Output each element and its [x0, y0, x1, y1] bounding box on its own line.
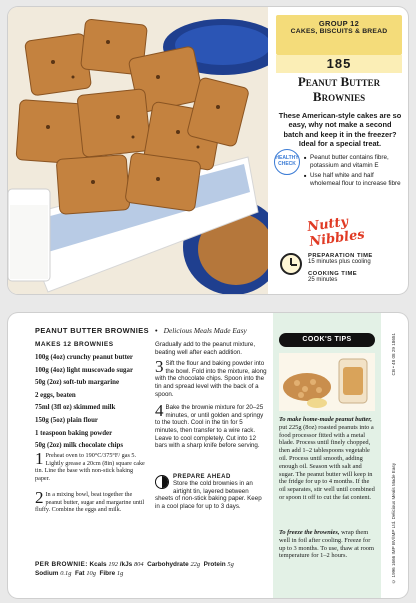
health-points — [304, 154, 404, 190]
health-point: ■ Peanut butter contains fibre, potassium and vitamin E — [304, 154, 404, 169]
cooks-tips-heading: COOK'S TIPS — [279, 333, 375, 347]
card-number: 185 — [276, 55, 402, 73]
prepare-ahead — [155, 474, 267, 510]
step-number: 4 — [155, 401, 164, 421]
ingredient-item: 1 teaspoon baking powder — [35, 429, 113, 437]
nutrient: Fat 10g — [74, 570, 96, 577]
tip-lead: To freeze the brownies, — [279, 529, 340, 536]
cook-value: 25 minutes — [308, 277, 338, 283]
health-point: ■ Use half white and half wholemeal flour to increase fibre — [304, 172, 404, 187]
nutrient: Protein 5g — [203, 561, 234, 568]
tip-lead: To make home-made peanut butter, — [279, 416, 372, 423]
recipe-title: Peanut Butter Brownies — [297, 74, 381, 104]
cook-label: COOKING TIME — [308, 271, 358, 277]
step-number: 2 — [35, 488, 44, 507]
back-header — [35, 326, 247, 335]
brownies-photo — [8, 7, 268, 294]
ingredient-item: 100g (4oz) crunchy peanut butter — [35, 354, 133, 361]
method-step — [35, 488, 149, 514]
step-text: In a mixing bowl, beat together the peanut butter, sugar and margarine until fluffy. Combine the eggs and milk. — [35, 491, 145, 514]
cooking-time — [308, 271, 404, 284]
ingredient-item: 50g (2oz) soft-tub margarine — [35, 379, 120, 387]
nutrition-label: PER BROWNIE: — [35, 561, 88, 568]
tip-peanut-butter — [279, 416, 376, 502]
step-text: Preheat oven to 190°C/375°F/ gas 5. Lightly grease a 20cm (8in) square cake tin. Line the base with non-stick baking paper. — [35, 452, 145, 482]
healthy-check-badge: HEALTHY CHECK — [274, 149, 300, 175]
front-info-panel — [270, 7, 408, 294]
recipe-card-back — [8, 313, 408, 598]
nutrient: /kJs 804 — [119, 561, 144, 568]
half-moon-icon — [155, 475, 169, 489]
tip-body: wrap them well in foil after cooling. Freeze for up to 3 months. To use, thaw at room temperature for 1–2 hours. — [279, 529, 374, 560]
back-title: PEANUT BUTTER BROWNIES — [35, 326, 149, 335]
prep-value: 15 minutes plus cooling — [308, 259, 371, 265]
method-column — [155, 341, 267, 456]
series-name: Delicious Meals Made Easy — [163, 326, 247, 335]
step-continued: Gradually add to the peanut mixture, beating well after each addition. — [155, 341, 256, 356]
ingredients-column — [35, 341, 151, 453]
method-step — [155, 357, 267, 398]
tip-freeze — [279, 529, 376, 560]
group-label: GROUP 12 — [318, 19, 360, 28]
peanuts-photo — [279, 353, 375, 411]
step-number: 3 — [155, 357, 164, 377]
nutrient: Carbohydrate 22g — [147, 561, 201, 568]
brownies-photo-illustration — [8, 7, 268, 294]
nutrient: Fibre 1g — [99, 570, 124, 577]
prep-label: PREPARATION TIME — [308, 253, 373, 259]
ingredients-list — [35, 352, 151, 453]
ingredient-item: 50g (2oz) milk chocolate chips — [35, 442, 124, 450]
nutty-nibbles-logo: Nutty Nibbles — [306, 214, 366, 250]
ingredient-item: 150g (5oz) plain flour — [35, 416, 98, 424]
method-step — [155, 401, 267, 450]
cooks-tips-panel — [273, 313, 381, 598]
step-text: Sift the flour and baking powder into the bowl. Fold into the mixture, along with the chocolate chips. Spoon into the tin and spread level with the back of a spoon. — [155, 360, 267, 398]
method-step — [35, 449, 149, 482]
group-badge — [276, 15, 402, 55]
copyright-text: © 1996 1666 IMP BV/IMP Ltd. Delicious Meals Made Easy — [391, 463, 396, 584]
recipe-card-front — [8, 7, 408, 294]
tip-body: put 225g (8oz) roasted peanuts into a food processor fitted with a metal blade. Process until finely chopped, then add 1–2 tablespoons vegetable oil. Process until smooth, adding enough oil. Season with salt and sugar. The peanut butter will keep in the fridge for up to 4 months. If the oil separates, stir well until combined or spoon it off to cut the fat content. — [279, 423, 375, 501]
ingredient-item: 100g (4oz) light muscovado sugar — [35, 366, 133, 374]
nutrient: Kcals 192 — [89, 561, 118, 568]
prepare-heading: PREPARE AHEAD — [173, 474, 231, 480]
clock-icon — [280, 253, 302, 275]
step-text: Bake the brownie mixture for 20–25 minutes, or until golden and springy to the touch. Cool in the tin for 5 minutes, then transfer to a wire rack. Leave to cool completely. Cut into 12 bars with a sharp knife before serving. — [155, 404, 264, 450]
makes-label: MAKES 12 BROWNIES — [35, 341, 114, 348]
nutrition-info — [35, 560, 271, 578]
preparation-time — [308, 253, 404, 266]
step-number: 1 — [35, 449, 44, 468]
header-separator: • — [154, 326, 158, 335]
recipe-intro: These American-style cakes are so easy, why not make a second batch and keep it in the freezer? Ideal for a special treat. — [278, 111, 402, 149]
nutrient: Sodium 0.1g — [35, 570, 72, 577]
category-label: CAKES, BISCUITS & BREAD — [290, 28, 388, 35]
card-code: CB • 48 08 29 18651 — [391, 333, 396, 376]
ingredient-item: 75ml (3fl oz) skimmed milk — [35, 404, 116, 412]
ingredient-item: 2 eggs, beaten — [35, 391, 76, 399]
prepare-text: Store the cold brownies in an airtight tin, layered between sheets of non-stick baking paper. Keep in a cool place for up to 3 days. — [155, 480, 262, 510]
